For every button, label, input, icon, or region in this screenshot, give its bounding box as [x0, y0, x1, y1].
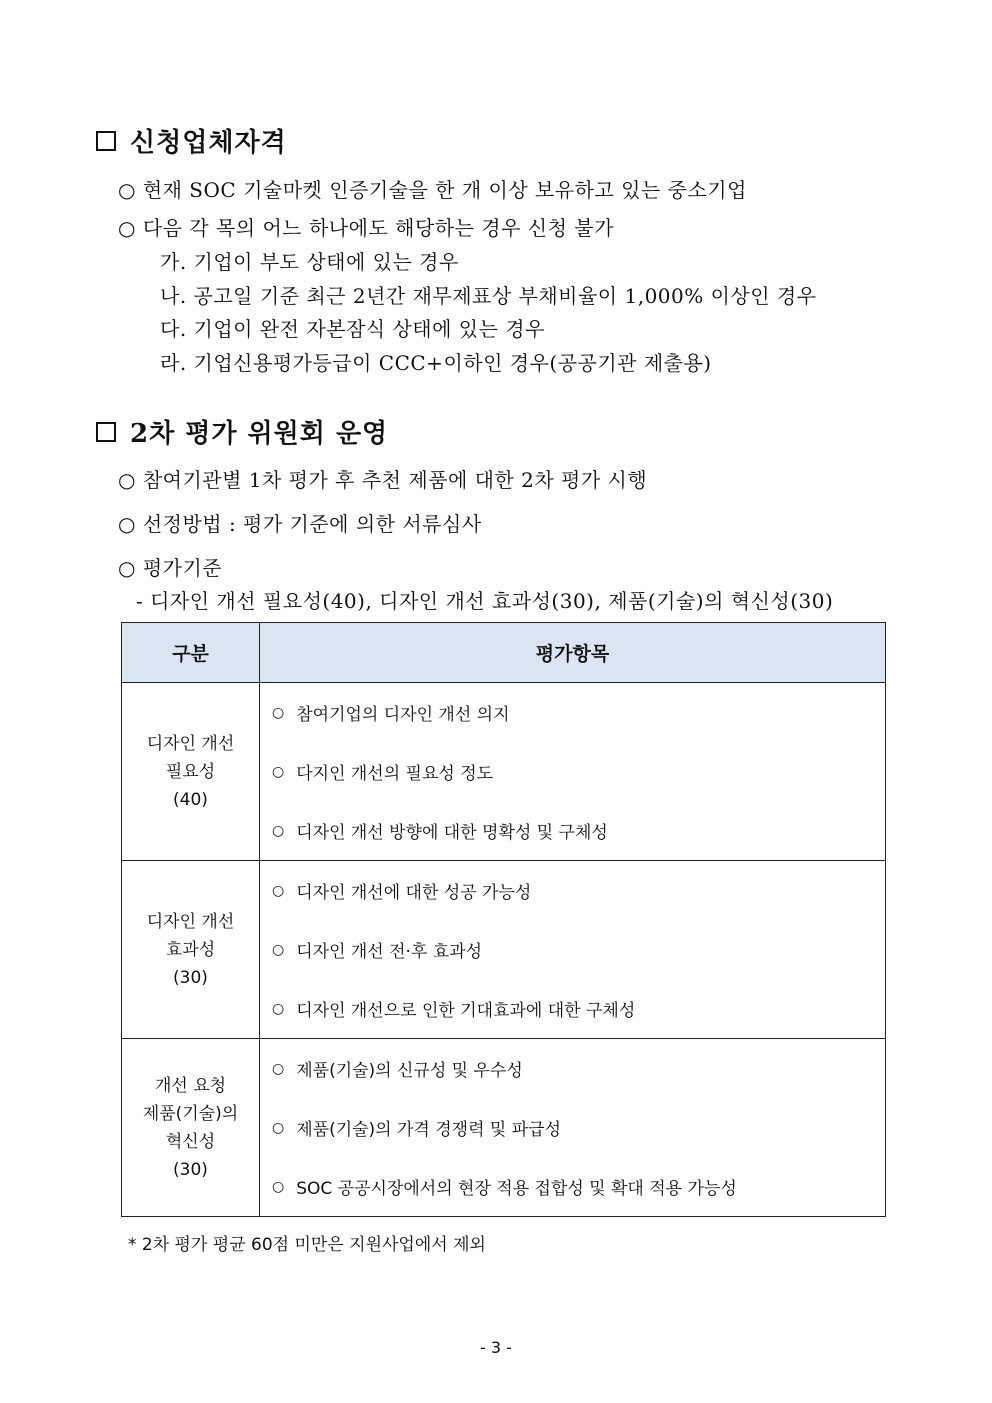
category-line: 디자인 개선 [146, 911, 235, 932]
evaluation-item [272, 683, 885, 742]
checkbox-square-icon [96, 422, 116, 442]
category-line: 디자인 개선 [146, 733, 235, 754]
section-heading-committee [96, 413, 388, 450]
item-text: 디자인 개선에 대한 성공 가능성 [296, 883, 532, 903]
category-line: 혁신성 [165, 1131, 216, 1152]
bullet-text: 다음 각 목의 어느 하나에도 해당하는 경우 신청 불가 [142, 216, 614, 240]
category-line: (30) [173, 967, 208, 988]
small-circle-icon: ○ [272, 1060, 285, 1077]
bullet-item [118, 508, 482, 537]
items-cell [260, 683, 886, 861]
item-text: 디자인 개선으로 인한 기대효과에 대한 구체성 [296, 1001, 636, 1021]
category-cell [122, 1039, 260, 1217]
small-circle-icon: ○ [272, 704, 285, 721]
item-text: 참여기업의 디자인 개선 의지 [296, 705, 510, 725]
category-cell [122, 683, 260, 861]
table-header-row [122, 623, 886, 683]
evaluation-item [272, 1157, 885, 1216]
item-text: 다지인 개선의 필요성 정도 [296, 764, 494, 784]
checkbox-square-icon [96, 131, 116, 151]
category-line: 제품(기술)의 [142, 1103, 239, 1124]
page-number: - 3 - [480, 1338, 512, 1357]
bullet-item [118, 174, 747, 203]
header-category: 구분 [122, 623, 260, 683]
small-circle-icon: ○ [272, 822, 285, 839]
circle-bullet-icon: ○ [118, 216, 136, 240]
circle-bullet-icon: ○ [118, 178, 136, 202]
table-row [122, 1039, 886, 1217]
circle-bullet-icon: ○ [118, 468, 136, 492]
bullet-item [118, 552, 222, 581]
section-heading-eligibility [96, 122, 287, 159]
evaluation-item [272, 801, 885, 860]
bullet-text: 평가기준 [142, 556, 223, 580]
footnote: * 2차 평가 평균 60점 미만은 지원사업에서 제외 [128, 1235, 486, 1255]
evaluation-item [272, 742, 885, 801]
category-line: 필요성 [165, 761, 216, 782]
circle-bullet-icon: ○ [118, 556, 136, 580]
sub-item: 가. 기업이 부도 상태에 있는 경우 [160, 250, 459, 274]
evaluation-item [272, 1098, 885, 1157]
evaluation-item [272, 979, 885, 1038]
item-text: 제품(기술)의 가격 경쟁력 및 파급성 [296, 1120, 562, 1140]
header-items: 평가항목 [260, 623, 886, 683]
item-text: 디자인 개선 방향에 대한 명확성 및 구체성 [296, 823, 608, 843]
bullet-text: 선정방법 : 평가 기준에 의한 서류심사 [142, 512, 482, 536]
sub-item: 다. 기업이 완전 자본잠식 상태에 있는 경우 [160, 317, 545, 341]
evaluation-item [272, 920, 885, 979]
category-line: (40) [173, 789, 208, 810]
table-row [122, 861, 886, 1039]
category-line: (30) [173, 1159, 208, 1180]
bullet-text: 참여기관별 1차 평가 후 추천 제품에 대한 2차 평가 시행 [142, 468, 648, 492]
items-cell [260, 1039, 886, 1217]
item-text: SOC 공공시장에서의 현장 적용 접합성 및 확대 적용 가능성 [296, 1179, 737, 1199]
circle-bullet-icon: ○ [118, 512, 136, 536]
evaluation-item [272, 861, 885, 920]
small-circle-icon: ○ [272, 1178, 285, 1195]
evaluation-item [272, 1039, 885, 1098]
small-circle-icon: ○ [272, 1119, 285, 1136]
small-circle-icon: ○ [272, 763, 285, 780]
section-heading-text: 2차 평가 위원회 운영 [130, 419, 389, 449]
sub-item: 라. 기업신용평가등급이 CCC+이하인 경우(공공기관 제출용) [160, 351, 712, 375]
category-line: 효과성 [165, 939, 216, 960]
category-cell [122, 861, 260, 1039]
sub-item: 나. 공고일 기준 최근 2년간 재무제표상 부채비율이 1,000% 이상인 경우 [160, 284, 817, 308]
item-text: 제품(기술)의 신규성 및 우수성 [296, 1061, 523, 1081]
category-line: 개선 요청 [154, 1075, 227, 1096]
small-circle-icon: ○ [272, 882, 285, 899]
section-heading-text: 신청업체자격 [130, 128, 287, 158]
small-circle-icon: ○ [272, 941, 285, 958]
criteria-summary: - 디자인 개선 필요성(40), 디자인 개선 효과성(30), 제품(기술)의 혁신성(30) [136, 589, 834, 613]
bullet-text: 현재 SOC 기술마켓 인증기술을 한 개 이상 보유하고 있는 중소기업 [142, 178, 747, 202]
table-row [122, 683, 886, 861]
small-circle-icon: ○ [272, 1000, 285, 1017]
items-cell [260, 861, 886, 1039]
item-text: 디자인 개선 전·후 효과성 [296, 942, 483, 962]
bullet-item [118, 212, 614, 241]
evaluation-table [121, 622, 886, 1217]
bullet-item [118, 464, 647, 493]
